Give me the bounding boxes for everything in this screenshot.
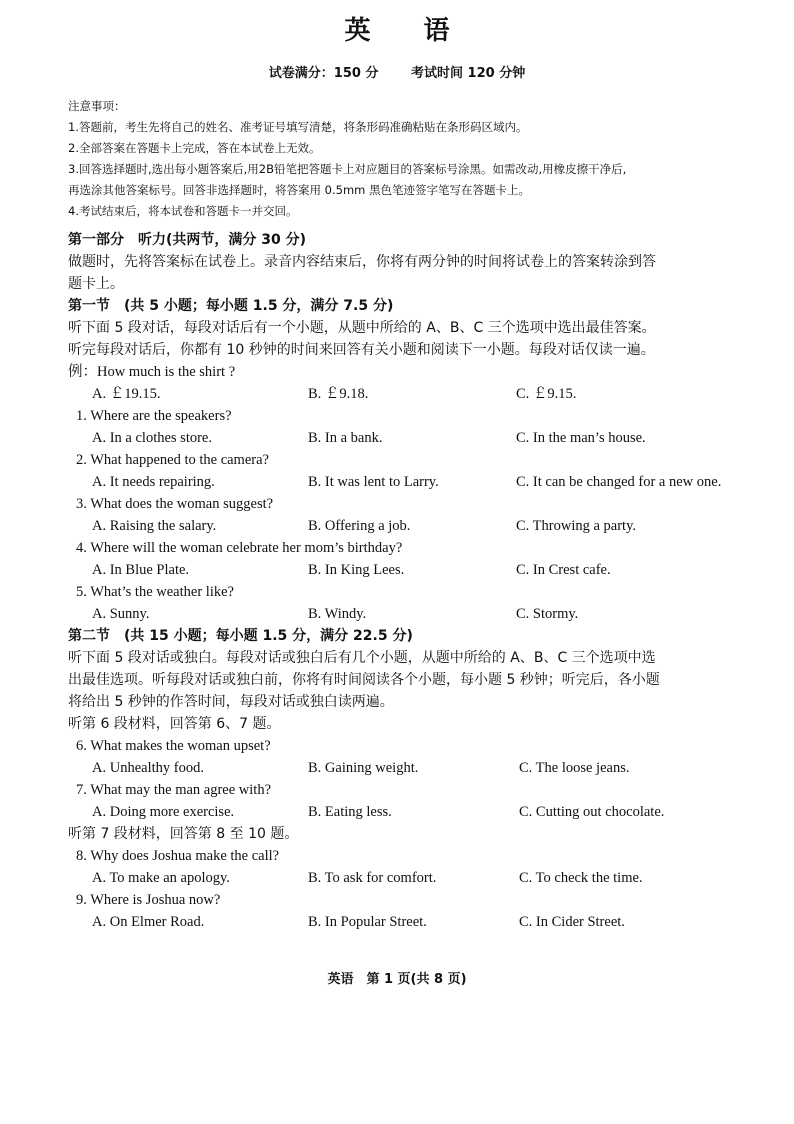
option-c: C. In Crest cafe. bbox=[516, 562, 611, 578]
option-a: A. ￡19.15. bbox=[92, 386, 161, 402]
option-c: C. It can be changed for a new one. bbox=[516, 474, 722, 490]
notice-heading: 注意事项： bbox=[68, 99, 126, 113]
option-b: B. Eating less. bbox=[308, 804, 392, 820]
options bbox=[68, 427, 748, 449]
option-c: C. To check the time. bbox=[519, 870, 643, 886]
notice-line: 再选涂其他答案标号。回答非选择题时，将答案用 0.5mm 黑色笔迹签字笔写在答题卡上。 bbox=[68, 183, 531, 197]
section1-instruction: 听完每段对话后，你都有 10 秒钟的时间来回答有关小题和阅读下一小题。每段对话仅读一遍。 bbox=[68, 342, 655, 358]
option-b: B. In King Lees. bbox=[308, 562, 405, 578]
question: 4. Where will the woman celebrate her mom’s birthday? bbox=[76, 540, 403, 556]
section1-heading: 第一节 (共 5 小题；每小题 1.5 分，满分 7.5 分) bbox=[68, 298, 394, 314]
option-b: B. Windy. bbox=[308, 606, 367, 622]
option-a: A. Doing more exercise. bbox=[92, 804, 235, 820]
section1-instruction: 听下面 5 段对话，每段对话后有一个小题，从题中所给的 A、B、C 三个选项中选出最佳答案。 bbox=[68, 320, 656, 336]
option-c: C. In the man’s house. bbox=[516, 430, 646, 446]
material-6-label: 听第 6 段材料，回答第 6、7 题。 bbox=[68, 716, 281, 732]
options bbox=[68, 603, 748, 625]
exam-time: 考试时间 120 分钟 bbox=[411, 66, 526, 81]
option-a: A. Sunny. bbox=[92, 606, 150, 622]
option-c: C. Cutting out chocolate. bbox=[519, 804, 665, 820]
question: 8. Why does Joshua make the call? bbox=[76, 848, 280, 864]
options bbox=[68, 471, 748, 493]
notice-line: 4.考试结束后，将本试卷和答题卡一并交回。 bbox=[68, 204, 298, 218]
section2-instruction: 出最佳选项。听每段对话或独白前，你将有时间阅读各个小题，每小题 5 秒钟；听完后，各小题 bbox=[68, 672, 660, 688]
option-a: A. On Elmer Road. bbox=[92, 914, 205, 930]
option-b: B. In Popular Street. bbox=[308, 914, 427, 930]
example-question: 例：How much is the shirt ? bbox=[68, 364, 236, 380]
options bbox=[68, 559, 748, 581]
part1-heading: 第一部分 听力(共两节，满分 30 分) bbox=[68, 232, 307, 248]
section2-heading: 第二节 (共 15 小题；每小题 1.5 分，满分 22.5 分) bbox=[68, 628, 413, 644]
option-b: B. Gaining weight. bbox=[308, 760, 419, 776]
option-a: A. To make an apology. bbox=[92, 870, 230, 886]
notice-line: 2.全部答案在答题卡上完成，答在本试卷上无效。 bbox=[68, 141, 321, 155]
option-c: C. Stormy. bbox=[516, 606, 579, 622]
material-7-label: 听第 7 段材料，回答第 8 至 10 题。 bbox=[68, 826, 299, 842]
question: 6. What makes the woman upset? bbox=[76, 738, 271, 754]
question: 9. Where is Joshua now? bbox=[76, 892, 221, 908]
option-c: C. The loose jeans. bbox=[519, 760, 630, 776]
option-c: C. In Cider Street. bbox=[519, 914, 625, 930]
section2-instruction: 将给出 5 秒钟的作答时间，每段对话或独白读两遍。 bbox=[68, 694, 394, 710]
option-b: B. To ask for comfort. bbox=[308, 870, 437, 886]
options bbox=[68, 757, 748, 779]
page-footer: 英语 第 1 页(共 8 页) bbox=[327, 972, 467, 987]
option-b: B. In a bank. bbox=[308, 430, 383, 446]
option-a: A. Unhealthy food. bbox=[92, 760, 204, 776]
option-b: B. Offering a job. bbox=[308, 518, 411, 534]
question: 7. What may the man agree with? bbox=[76, 782, 272, 798]
section2-instruction: 听下面 5 段对话或独白。每段对话或独白后有几个小题，从题中所给的 A、B、C 三个选项中选 bbox=[68, 650, 656, 666]
options bbox=[68, 911, 748, 933]
full-score: 试卷满分：150 分 bbox=[268, 66, 379, 81]
option-a: A. In Blue Plate. bbox=[92, 562, 190, 578]
option-b: B. ￡9.18. bbox=[308, 386, 369, 402]
options bbox=[68, 515, 748, 537]
question: 3. What does the woman suggest? bbox=[76, 496, 274, 512]
notice-line: 3.回答选择题时,选出每小题答案后,用2B铅笔把答题卡上对应题目的答案标号涂黑。如需改动,用橡皮擦干净后, bbox=[68, 162, 627, 176]
options bbox=[68, 801, 748, 823]
question: 2. What happened to the camera? bbox=[76, 452, 269, 468]
part1-instruction: 做题时，先将答案标在试卷上。录音内容结束后，你将有两分钟的时间将试卷上的答案转涂到答 bbox=[68, 254, 656, 270]
option-a: A. In a clothes store. bbox=[92, 430, 212, 446]
option-c: C. ￡9.15. bbox=[516, 386, 577, 402]
part1-instruction: 题卡上。 bbox=[68, 276, 124, 292]
exam-info bbox=[0, 62, 794, 81]
example-options bbox=[68, 383, 748, 405]
listening-part bbox=[68, 229, 748, 933]
options bbox=[68, 867, 748, 889]
question: 5. What’s the weather like? bbox=[76, 584, 234, 600]
option-a: A. It needs repairing. bbox=[92, 474, 215, 490]
option-a: A. Raising the salary. bbox=[92, 518, 217, 534]
page-title: 英 语 bbox=[344, 16, 472, 46]
notice-block bbox=[68, 96, 748, 222]
notice-line: 1.答题前，考生先将自己的姓名、准考证号填写清楚，将条形码准确粘贴在条形码区域内。 bbox=[68, 120, 528, 134]
question: 1. Where are the speakers? bbox=[76, 408, 232, 424]
option-c: C. Throwing a party. bbox=[516, 518, 637, 534]
option-b: B. It was lent to Larry. bbox=[308, 474, 439, 490]
